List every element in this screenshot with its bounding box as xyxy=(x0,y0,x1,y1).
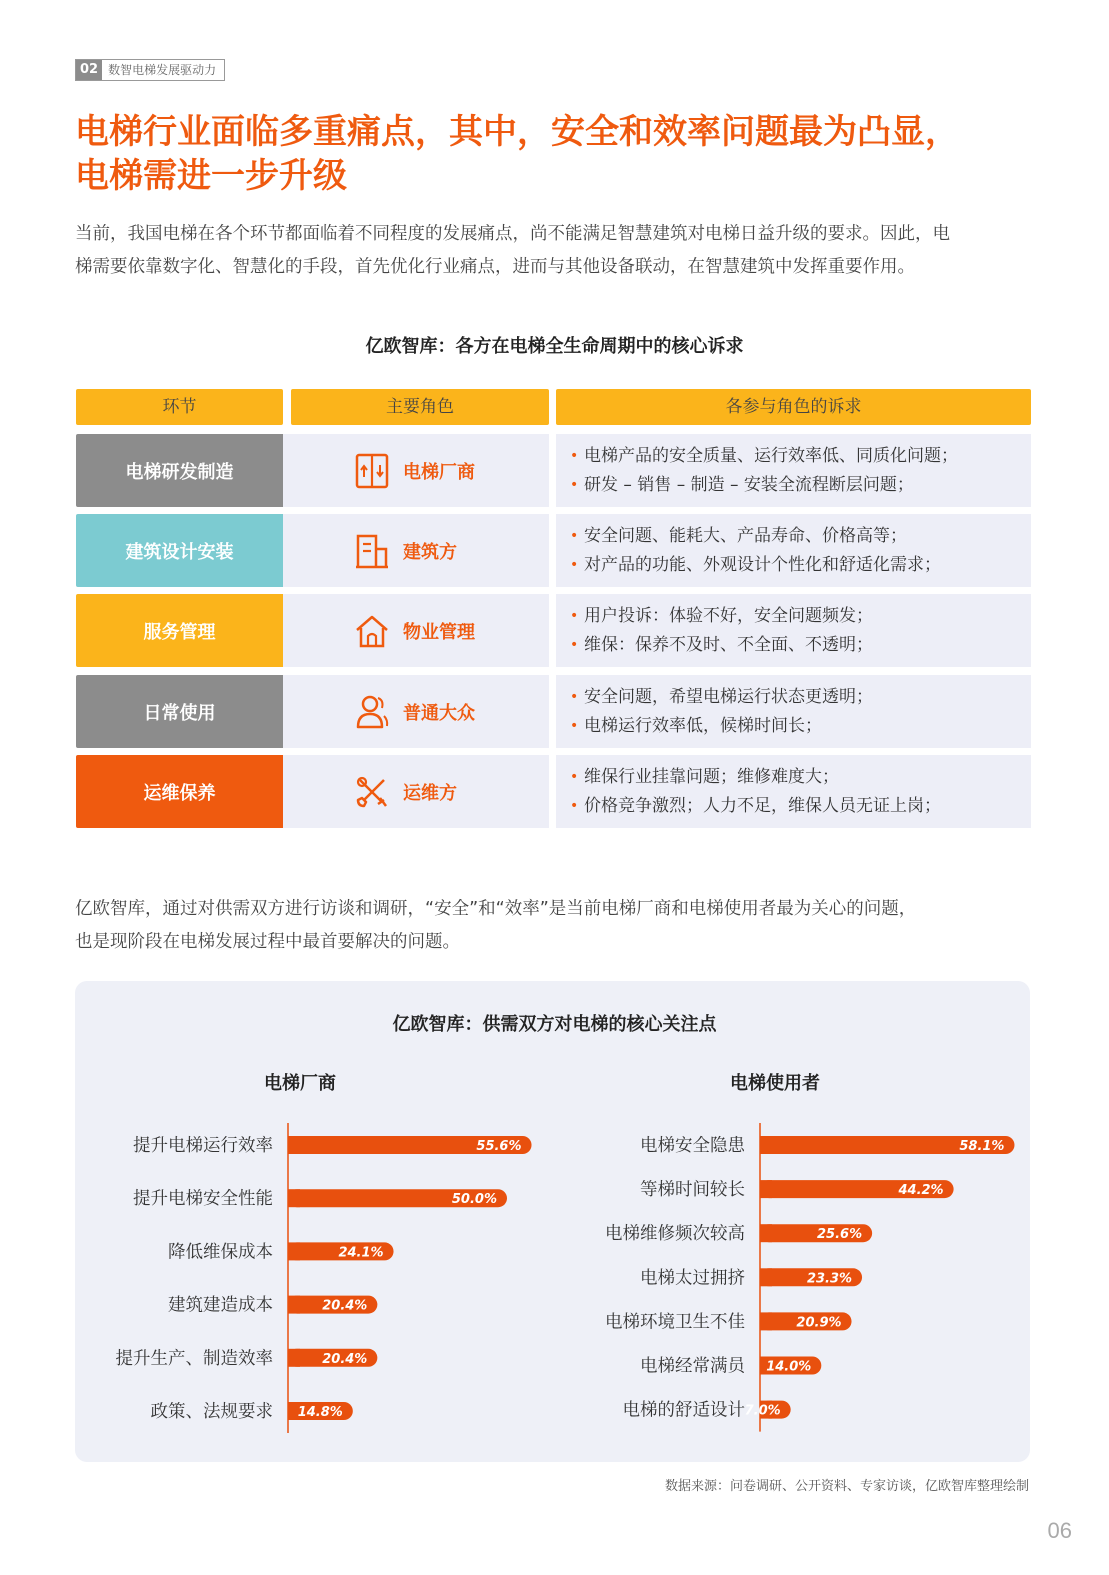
table-row-role xyxy=(283,514,549,587)
need-item: • 对产品的功能、外观设计个性化和舒适化需求； xyxy=(584,551,1031,580)
role-name: 普通大众 xyxy=(403,703,475,724)
elevator-icon xyxy=(354,453,390,489)
bar-value-label: 20.4% xyxy=(322,1298,368,1314)
table-row-stage xyxy=(76,594,283,667)
data-source-note: 数据来源：问卷调研、公开资料、专家访谈，亿欧智库整理绘制 xyxy=(664,1479,1029,1494)
bar-base xyxy=(288,1242,300,1260)
category-label: 政策、法规要求 xyxy=(150,1402,273,1422)
need-item: • 价格竞争激烈；人力不足，维保人员无证上岗； xyxy=(584,792,1031,821)
intro-line-1: 当前，我国电梯在各个环节都面临着不同程度的发展痛点，尚不能满足智慧建筑对电梯日益升级的要求。因此，电 xyxy=(75,224,950,244)
table-row-needs xyxy=(556,514,1031,587)
table-row-role xyxy=(283,594,549,667)
bar-value-label: 58.1% xyxy=(959,1139,1005,1154)
need-item: • 维保：保养不及时、不全面、不透明； xyxy=(584,631,1031,660)
page-title xyxy=(75,110,1035,198)
chart-left-title: 电梯厂商 xyxy=(264,1073,336,1094)
bar-value-label: 20.9% xyxy=(796,1315,842,1331)
section-tag xyxy=(75,59,225,81)
findings-line-2: 也是现阶段在电梯发展过程中最首要解决的问题。 xyxy=(75,932,460,952)
table-row-needs xyxy=(556,594,1031,667)
table-title: 亿欧智库：各方在电梯全生命周期中的核心诉求 xyxy=(365,336,744,357)
bar-value-label: 44.2% xyxy=(898,1183,944,1199)
findings-paragraph xyxy=(75,893,1035,959)
bar-value-label: 24.1% xyxy=(338,1245,384,1261)
table-row-stage xyxy=(76,755,283,828)
need-item: • 安全问题，希望电梯运行状态更透明； xyxy=(584,683,1031,712)
table-row-stage xyxy=(76,434,283,507)
need-item: • 研发 – 销售 – 制造 – 安装全流程断层问题； xyxy=(584,471,1031,500)
stage-label: 建筑设计安装 xyxy=(125,541,234,563)
need-item: • 电梯产品的安全质量、运行效率低、同质化问题； xyxy=(584,442,1031,471)
tools-icon xyxy=(354,774,390,810)
intro-paragraph xyxy=(75,218,1035,284)
bar-base xyxy=(760,1268,772,1286)
bar-value-label: 23.3% xyxy=(806,1271,853,1287)
table-header-needs: 各参与角色的诉求 xyxy=(556,389,1031,425)
bar-base xyxy=(760,1136,772,1154)
stage-label: 日常使用 xyxy=(143,702,216,724)
table-row-needs xyxy=(556,755,1031,828)
bar-value-label: 55.6% xyxy=(476,1139,522,1154)
bar-base xyxy=(288,1349,300,1367)
bar-base xyxy=(760,1312,772,1330)
category-label: 降低维保成本 xyxy=(168,1242,273,1263)
role-name: 建筑方 xyxy=(403,542,457,563)
bar-value-label: 14.8% xyxy=(297,1405,343,1420)
page-number: 06 xyxy=(1047,1518,1072,1543)
table-row-role xyxy=(283,755,549,828)
house-icon xyxy=(354,613,390,649)
table-row-role xyxy=(283,675,549,748)
category-label: 电梯的舒适设计 xyxy=(622,1400,745,1421)
stage-label: 电梯研发制造 xyxy=(125,461,234,483)
category-label: 电梯环境卫生不佳 xyxy=(605,1312,745,1333)
bar-base xyxy=(760,1180,772,1198)
table-row-role xyxy=(283,434,549,507)
role-name: 物业管理 xyxy=(403,622,475,643)
category-label: 提升电梯安全性能 xyxy=(133,1189,273,1210)
section-label: 数智电梯发展驱动力 xyxy=(108,63,217,77)
category-label: 提升生产、制造效率 xyxy=(115,1348,273,1369)
bar-base xyxy=(288,1189,300,1207)
category-label: 电梯维修频次较高 xyxy=(605,1224,745,1245)
table-row-needs xyxy=(556,675,1031,748)
intro-line-2: 梯需要依靠数字化、智慧化的手段，首先优化行业痛点，进而与其他设备联动，在智慧建筑中发挥重要作用。 xyxy=(75,257,915,277)
bar-base xyxy=(288,1136,300,1154)
category-label: 等梯时间较长 xyxy=(640,1180,745,1201)
need-item: • 安全问题、能耗大、产品寿命、价格高等； xyxy=(584,522,1031,551)
chart-right-title: 电梯使用者 xyxy=(730,1073,820,1094)
table-row-needs xyxy=(556,434,1031,507)
category-label: 电梯经常满员 xyxy=(640,1356,745,1377)
table-row-stage xyxy=(76,675,283,748)
role-name: 运维方 xyxy=(403,783,457,804)
table-header-stage: 环节 xyxy=(76,389,283,425)
need-item: • 维保行业挂靠问题；维修难度大； xyxy=(584,763,1031,792)
building-icon xyxy=(354,533,390,569)
people-icon xyxy=(354,694,390,730)
bar-value-label: 20.4% xyxy=(322,1351,368,1367)
bar-value-label: 25.6% xyxy=(817,1227,863,1243)
bar-value-label: 50.0% xyxy=(451,1192,497,1208)
category-label: 建筑建造成本 xyxy=(168,1295,273,1316)
stage-label: 服务管理 xyxy=(143,621,216,643)
page-title-line-2: 电梯需进一步升级 xyxy=(75,156,347,196)
category-label: 电梯安全隐患 xyxy=(640,1136,745,1156)
bar-base xyxy=(288,1296,300,1314)
chart-panel-title: 亿欧智库：供需双方对电梯的核心关注点 xyxy=(392,1014,717,1035)
table-row-stage xyxy=(76,514,283,587)
need-item: • 用户投诉：体验不好，安全问题频发； xyxy=(584,602,1031,631)
bar-value-label: 7.0% xyxy=(744,1403,781,1419)
category-label: 电梯太过拥挤 xyxy=(640,1268,745,1289)
table-header-role: 主要角色 xyxy=(291,389,549,425)
need-item: • 电梯运行效率低，候梯时间长； xyxy=(584,712,1031,741)
category-label: 提升电梯运行效率 xyxy=(133,1136,273,1156)
findings-line-1: 亿欧智库，通过对供需双方进行访谈和调研，“安全”和“效率”是当前电梯厂商和电梯使用者最为关心的问题， xyxy=(75,899,917,919)
bar-value-label: 14.0% xyxy=(766,1359,812,1375)
page-title-line-1: 电梯行业面临多重痛点，其中，安全和效率问题最为凸显， xyxy=(75,112,959,152)
section-number: 02 xyxy=(76,60,102,80)
bar-charts xyxy=(75,1100,1030,1445)
stage-label: 运维保养 xyxy=(143,782,216,804)
role-name: 电梯厂商 xyxy=(403,462,475,483)
bar-base xyxy=(760,1224,772,1242)
